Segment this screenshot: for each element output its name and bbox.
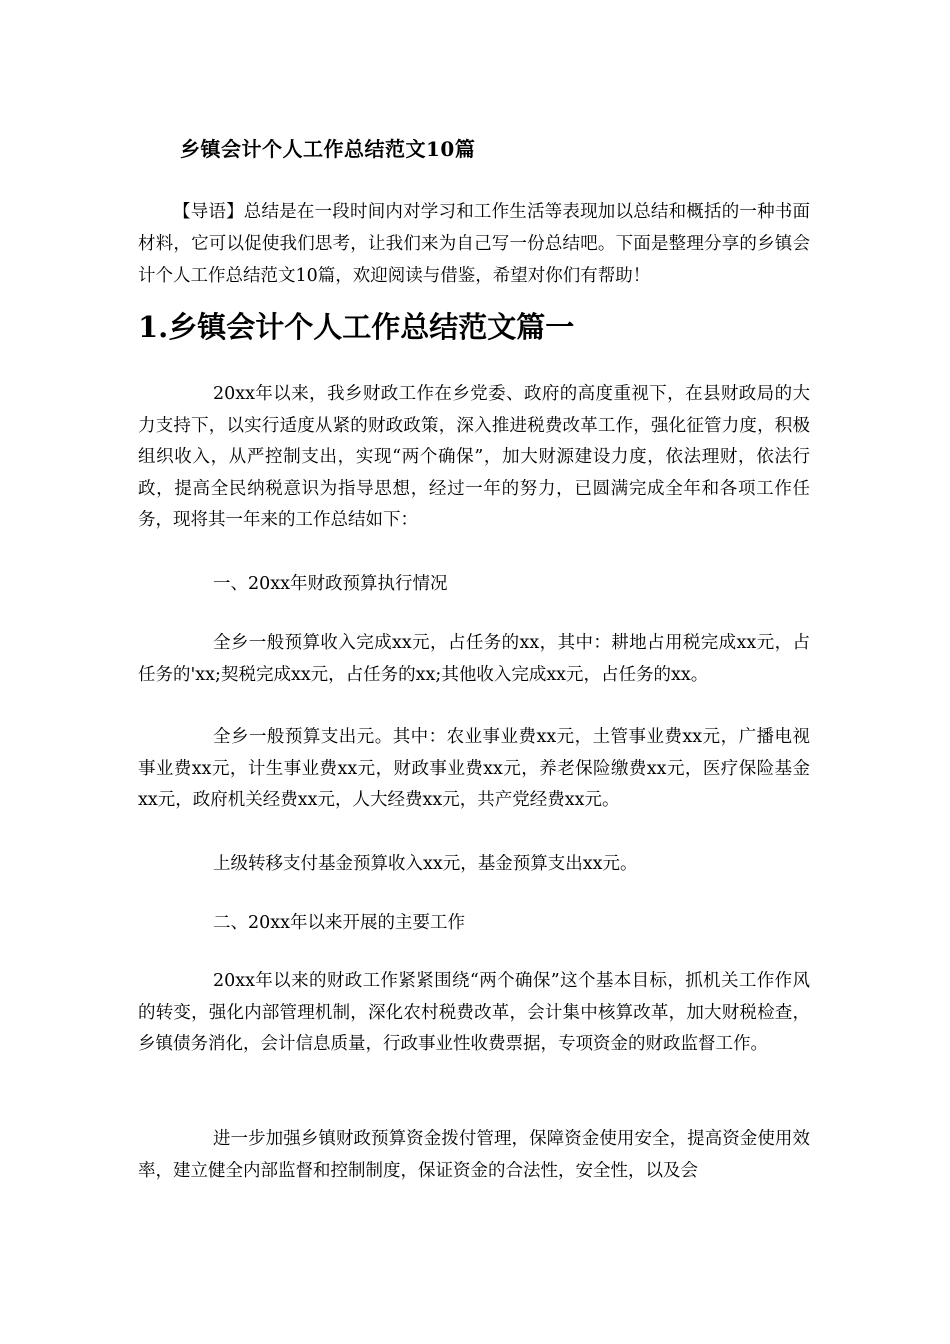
subheading-budget-execution: 一、20xx年财政预算执行情况: [213, 574, 448, 594]
intro-paragraph: 【导语】总结是在一段时间内对学习和工作生活等表现加以总结和概括的一种书面材料，它可以促使我们思考，让我们来为自己写一份总结吧。下面是整理分享的乡镇会计个人工作总结范文10篇，欢迎阅读与借鉴，希望对你们有帮助！: [138, 202, 810, 286]
body-paragraph-fund-management: 进一步加强乡镇财政预算资金拨付管理，保障资金使用安全，提高资金使用效率，建立健全内部监督和控制制度，保证资金的合法性，安全性，以及会: [138, 1129, 810, 1181]
subheading-main-work: 二、20xx年以来开展的主要工作: [213, 913, 466, 933]
body-paragraph-main-work: 20xx年以来的财政工作紧紧围绕“两个确保”这个基本目标，抓机关工作作风的转变，强化内部管理机制，深化农村税费改革，会计集中核算改革，加大财税检查，乡镇债务消化，会计信息质量，行政事业性收费票据，专项资金的财政监督工作。: [138, 971, 810, 1054]
body-paragraph-expenditure: 全乡一般预算支出元。其中：农业事业费xx元，土管事业费xx元，广播电视事业费xx元，计生事业费xx元，财政事业费xx元，养老保险缴费xx元，医疗保险基金xx元，政府机关经费xx元，人大经费xx元，共产党经费xx元。: [138, 727, 810, 810]
body-paragraph-transfer: 上级转移支付基金预算收入xx元，基金预算支出xx元。: [213, 854, 638, 874]
body-paragraph-1: 20xx年以来，我乡财政工作在乡党委、政府的高度重视下，在县财政局的大力支持下，以实行适度从紧的财政政策，深入推进税费改革工作，强化征管力度，积极组织收入，从严控制支出，实现“两个确保”，加大财源建设力度，依法理财，依法行政，提高全民纳税意识为指导思想，经过一年的努力，已圆满完成全年和各项工作任务，现将其一年来的工作总结如下：: [138, 384, 810, 530]
section-heading: 1.乡镇会计个人工作总结范文篇一: [138, 310, 575, 344]
body-paragraph-revenue: 全乡一般预算收入完成xx元，占任务的xx，其中：耕地占用税完成xx元，占任务的'xx;契税完成xx元，占任务的xx;其他收入完成xx元，占任务的xx。: [138, 633, 810, 685]
document-title: 乡镇会计个人工作总结范文10篇: [180, 137, 476, 161]
